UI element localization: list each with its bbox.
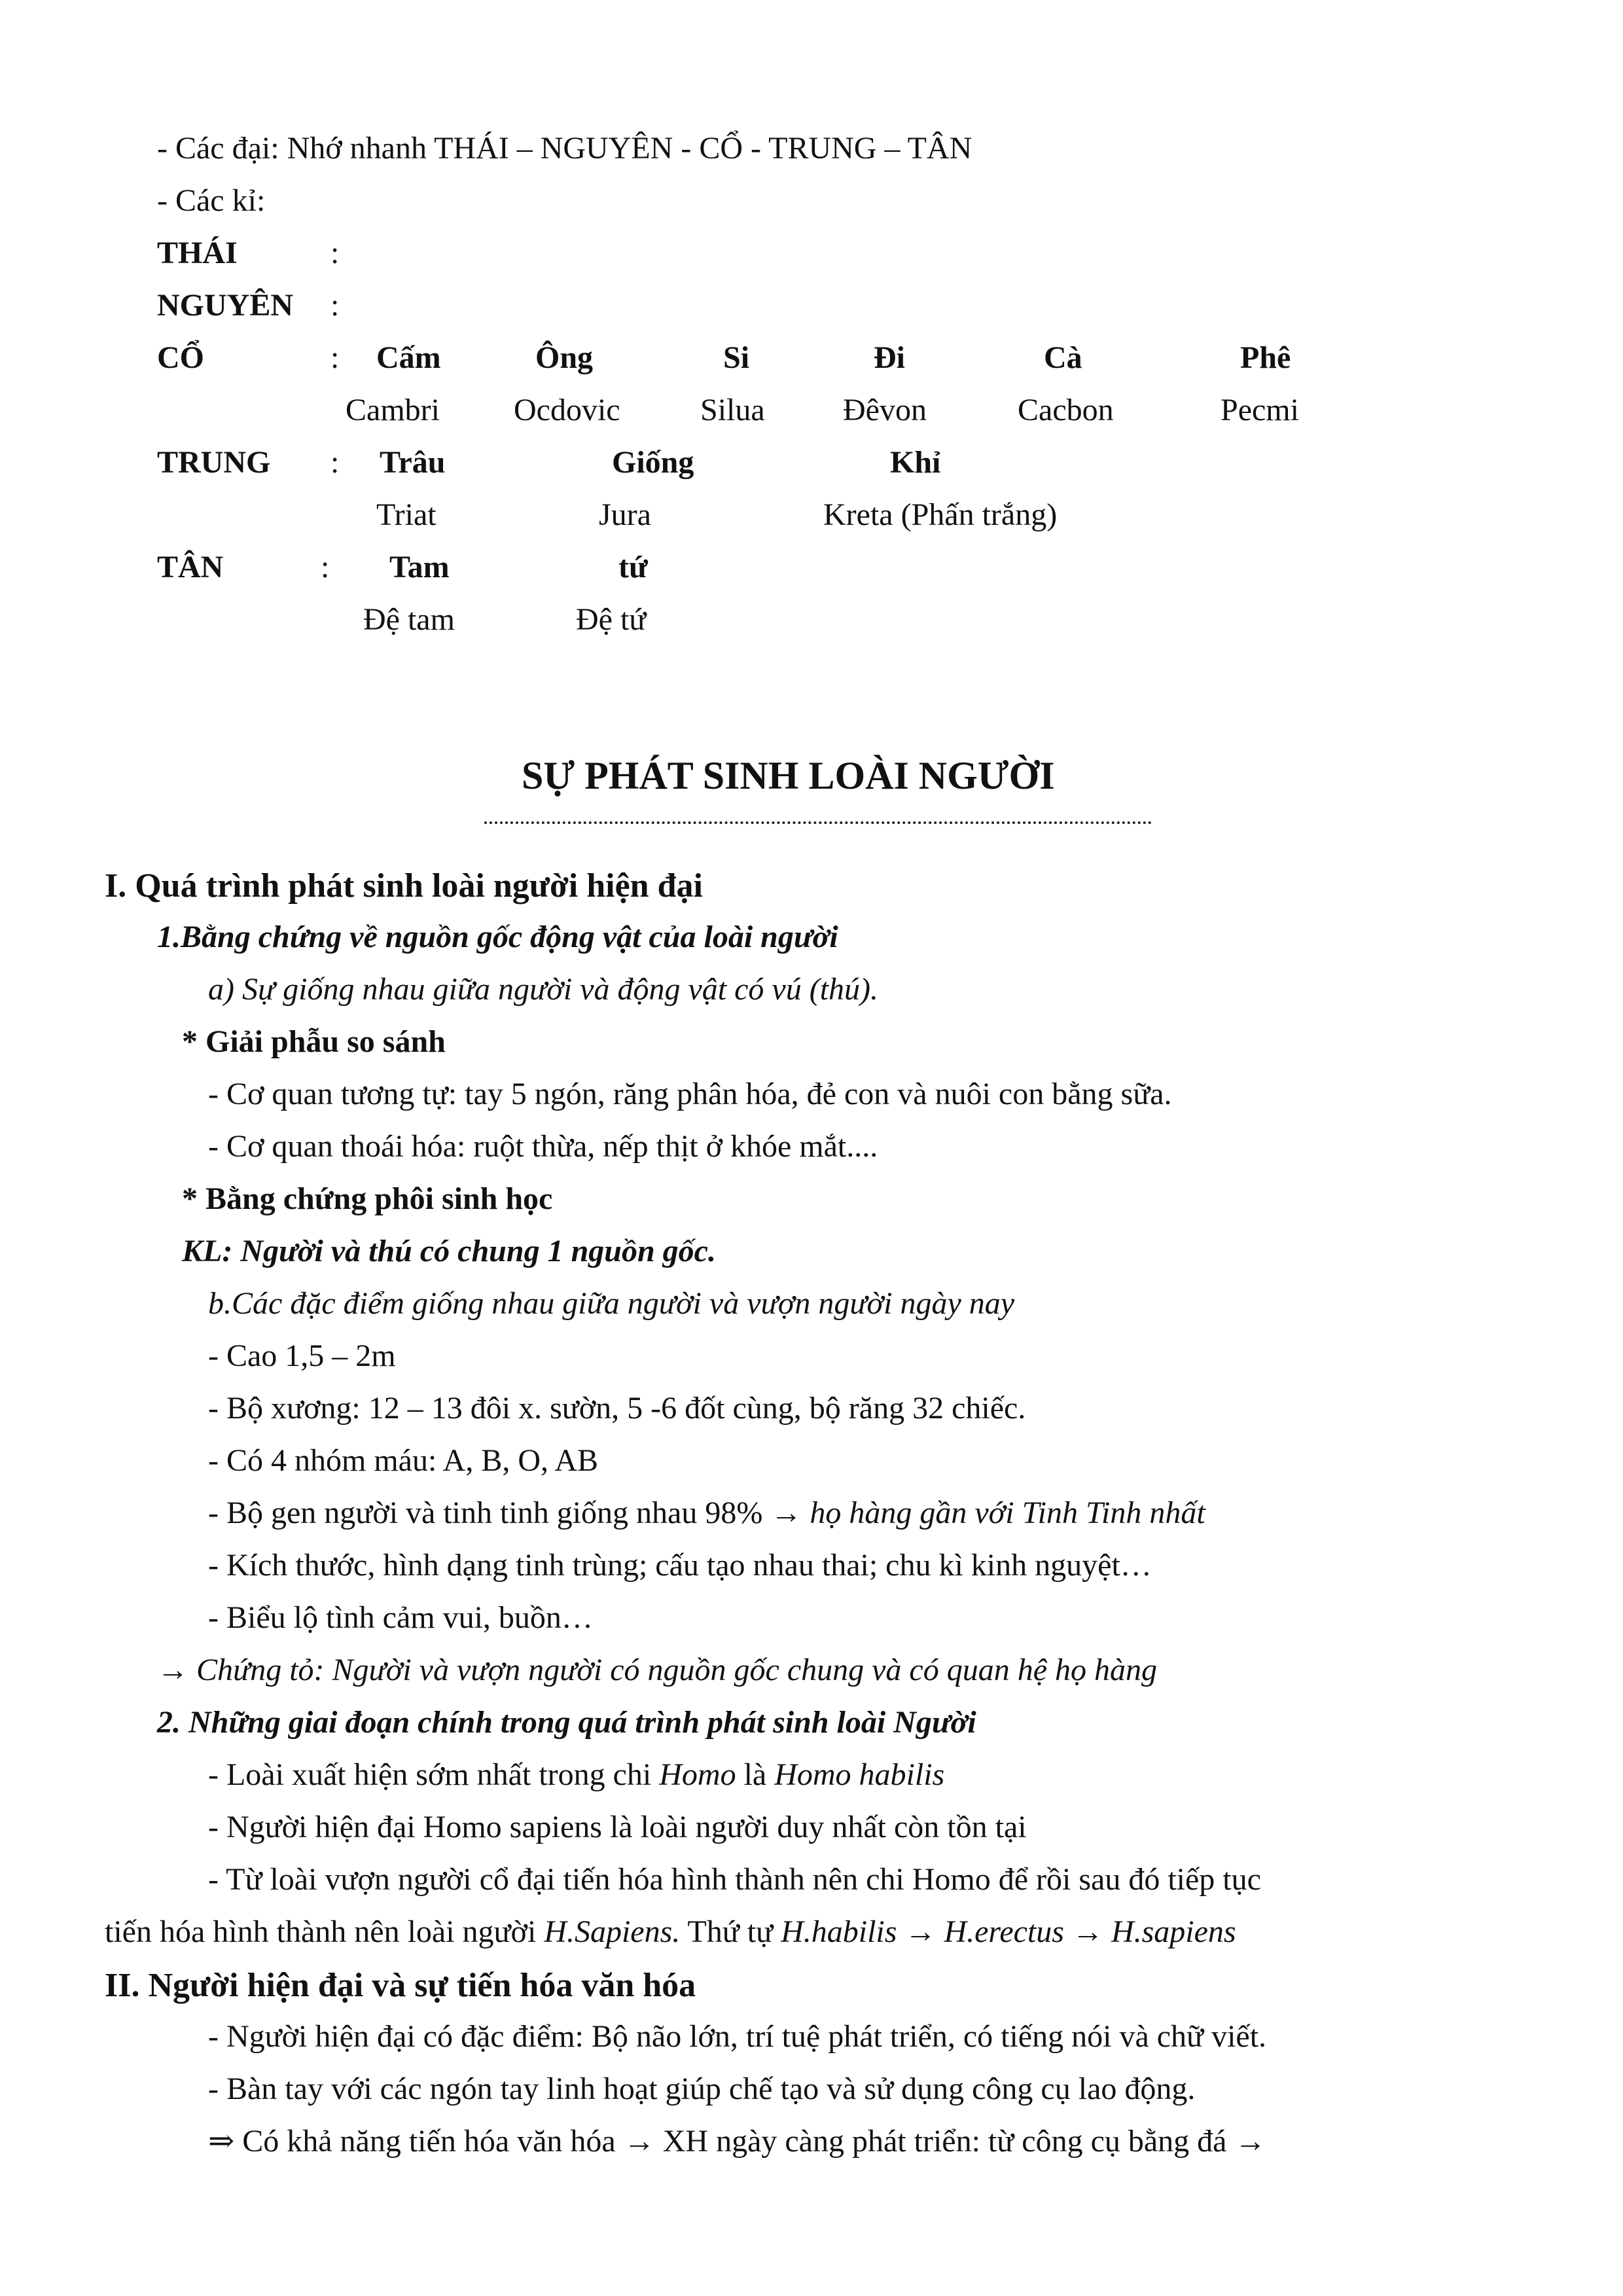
mnemo-word: Cấm — [376, 340, 441, 375]
similarity-item — [208, 1498, 1205, 1529]
period-name: Kreta (Phấn trắng) — [823, 497, 1058, 532]
period-name: Ocdovic — [514, 393, 620, 427]
section-1-heading: I. Quá trình phát sinh loài người hiện đại — [105, 867, 703, 905]
anatomy-item: - Cơ quan tương tự: tay 5 ngón, răng phân hóa, đẻ con và nuôi con bằng sữa. — [208, 1077, 1172, 1111]
stage-item: - Người hiện đại Homo sapiens là loài người duy nhất còn tồn tại — [208, 1810, 1027, 1844]
era-tan: TÂN — [157, 550, 224, 584]
era-colon: : — [330, 445, 340, 480]
anatomy-item: - Cơ quan thoái hóa: ruột thừa, nếp thịt ở khóe mắt.... — [208, 1129, 878, 1164]
era-colon: : — [330, 236, 340, 270]
mnemo-word: Đi — [874, 340, 905, 375]
subsection-1-heading: 1.Bằng chứng về nguồn gốc động vật của loài người — [157, 920, 838, 954]
era-colon: : — [321, 550, 330, 584]
section-2-heading: II. Người hiện đại và sự tiến hóa văn hóa — [105, 1967, 696, 2004]
similarity-text: - Bộ gen người và tinh tinh giống nhau 98% → — [208, 1496, 810, 1530]
proof-statement: → Chứng tỏ: Người và vượn người có nguồn gốc chung và có quan hệ họ hàng — [157, 1653, 1158, 1687]
stage-species: H.Sapiens. — [544, 1914, 681, 1949]
mnemo-word: Ông — [535, 340, 594, 375]
period-name: Đệ tứ — [576, 602, 647, 637]
mnemo-word: Giống — [612, 445, 694, 480]
mnemo-word: Tam — [389, 550, 450, 584]
era-trung: TRUNG — [157, 445, 271, 480]
stage-item-continued — [105, 1916, 1236, 1948]
stage-text: Thứ tự — [680, 1914, 781, 1949]
period-name: Đêvon — [843, 393, 927, 427]
similarity-item: - Cao 1,5 – 2m — [208, 1338, 396, 1373]
page-title: SỰ PHÁT SINH LOÀI NGƯỜI — [522, 754, 1055, 797]
period-name: Cacbon — [1018, 393, 1114, 427]
era-nguyen: NGUYÊN — [157, 288, 294, 323]
stage-text: - Loài xuất hiện sớm nhất trong chi — [208, 1757, 660, 1792]
era-colon: : — [330, 340, 340, 375]
stage-sequence: H.habilis → H.erectus → H.sapiens — [781, 1914, 1236, 1949]
similarity-item: - Kích thước, hình dạng tinh trùng; cấu tạo nhau thai; chu kì kinh nguyệt… — [208, 1548, 1152, 1583]
modern-item: - Người hiện đại có đặc điểm: Bộ não lớn, trí tuệ phát triển, có tiếng nói và chữ viết. — [208, 2019, 1267, 2054]
stage-text: là — [736, 1757, 775, 1792]
mnemo-word: Khỉ — [890, 445, 941, 480]
stage-item: - Từ loài vượn người cổ đại tiến hóa hình thành nên chi Homo để rồi sau đó tiếp tục — [208, 1862, 1261, 1897]
period-name: Jura — [599, 497, 651, 532]
stage-item — [208, 1759, 944, 1791]
period-name: Cambri — [346, 393, 440, 427]
subsection-1a-heading: a) Sự giống nhau giữa người và động vật có vú (thú). — [208, 972, 879, 1007]
era-colon: : — [330, 288, 340, 323]
subsection-2-heading: 2. Những giai đoạn chính trong quá trình phát sinh loài Người — [157, 1705, 976, 1740]
conclusion: KL: Người và thú có chung 1 nguồn gốc. — [182, 1234, 716, 1268]
mnemo-word: Cà — [1044, 340, 1082, 375]
similarity-item: - Có 4 nhóm máu: A, B, O, AB — [208, 1443, 599, 1478]
mnemo-word: Trâu — [380, 445, 446, 480]
period-name: Triat — [376, 497, 437, 532]
eras-mnemonic-line: - Các đại: Nhớ nhanh THÁI – NGUYÊN - CỔ - TRUNG – TÂN — [157, 131, 972, 166]
similarity-item: - Bộ xương: 12 – 13 đôi x. sườn, 5 -6 đốt cùng, bộ răng 32 chiếc. — [208, 1391, 1026, 1426]
mnemo-word: Si — [723, 340, 750, 375]
era-thai: THÁI — [157, 236, 238, 270]
period-name: Silua — [700, 393, 765, 427]
subsection-1b-heading: b.Các đặc điểm giống nhau giữa người và vượn người ngày nay — [208, 1286, 1015, 1321]
anatomy-heading: * Giải phẫu so sánh — [182, 1024, 446, 1059]
similarity-item: - Biểu lộ tình cảm vui, buồn… — [208, 1600, 593, 1635]
similarity-emphasis: họ hàng gần với Tinh Tinh nhất — [810, 1496, 1205, 1530]
mnemo-word: Phê — [1240, 340, 1291, 375]
period-name: Pecmi — [1221, 393, 1299, 427]
embryo-heading: * Bằng chứng phôi sinh học — [182, 1181, 553, 1216]
stage-species: Homo habilis — [774, 1757, 945, 1792]
era-co: CỔ — [157, 340, 204, 375]
stage-text: tiến hóa hình thành nên loài người — [105, 1914, 544, 1949]
periods-label: - Các kỉ: — [157, 183, 266, 218]
stage-genus: Homo — [659, 1757, 736, 1792]
modern-item: - Bàn tay với các ngón tay linh hoạt giúp chế tạo và sử dụng công cụ lao động. — [208, 2072, 1196, 2106]
modern-item: ⇒ Có khả năng tiến hóa văn hóa → XH ngày càng phát triển: từ công cụ bằng đá → — [208, 2124, 1266, 2159]
period-name: Đệ tam — [363, 602, 455, 637]
mnemo-word: tứ — [618, 550, 648, 584]
title-dotted-rule — [484, 821, 1152, 824]
